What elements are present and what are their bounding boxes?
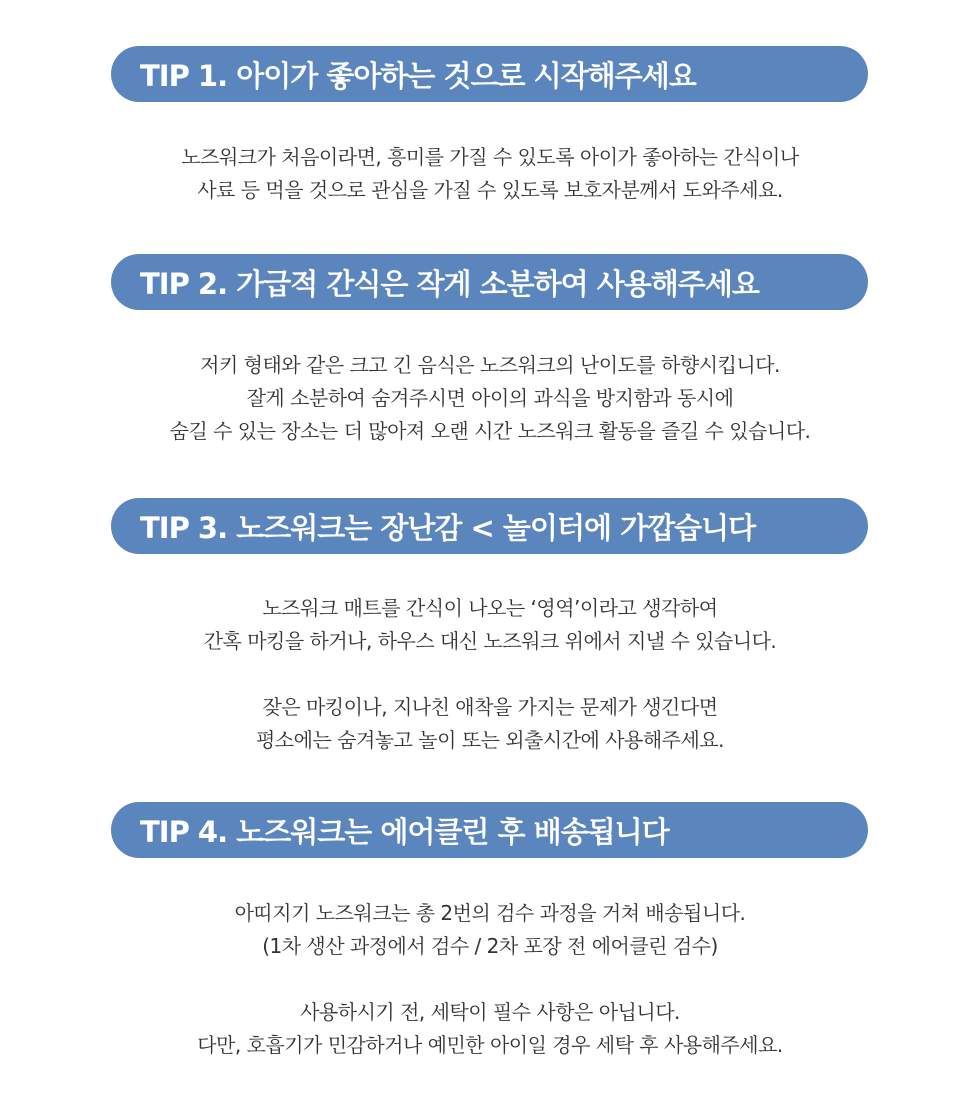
tip-3-line-4: 평소에는 숨겨놓고 놀이 또는 외출시간에 사용해주세요. bbox=[255, 728, 724, 752]
tip-3-title: TIP 3. 노즈워크는 장난감 < 놀이터에 가깝습니다 bbox=[111, 498, 868, 554]
tip-4-line-1: 아띠지기 노즈워크는 총 2번의 검수 과정을 거쳐 배송됩니다. bbox=[234, 901, 746, 925]
tip-1-text bbox=[40, 141, 940, 207]
tip-2-title: TIP 2. 가급적 간식은 작게 소분하여 사용해주세요 bbox=[111, 254, 868, 310]
tip-4-line-2: (1차 생산 과정에서 검수 / 2차 포장 전 에어클린 검수) bbox=[262, 934, 718, 958]
tip-3-line-1: 노즈워크 매트를 간식이 나오는 ‘영역’이라고 생각하여 bbox=[262, 596, 718, 620]
tip-4-title: TIP 4. 노즈워크는 에어클린 후 배송됩니다 bbox=[111, 802, 868, 858]
tip-2-text bbox=[40, 349, 940, 448]
tip-2-line-1: 저키 형태와 같은 크고 긴 음식은 노즈워크의 난이도를 하향시킵니다. bbox=[200, 353, 780, 377]
tip-1-title: TIP 1. 아이가 좋아하는 것으로 시작해주세요 bbox=[111, 46, 868, 102]
tip-4-line-4: 다만, 호흡기가 민감하거나 예민한 아이일 경우 세탁 후 사용해주세요. bbox=[197, 1033, 783, 1057]
tip-4-line-3: 사용하시기 전, 세탁이 필수 사항은 아닙니다. bbox=[300, 1000, 680, 1024]
tip-4-text bbox=[40, 897, 940, 1062]
tip-3-line-3: 잦은 마킹이나, 지나친 애착을 가지는 문제가 생긴다면 bbox=[262, 695, 718, 719]
tip-1-line-1: 노즈워크가 처음이라면, 흥미를 가질 수 있도록 아이가 좋아하는 간식이나 bbox=[181, 145, 799, 169]
tip-3-line-2: 간혹 마킹을 하거나, 하우스 대신 노즈워크 위에서 지낼 수 있습니다. bbox=[203, 629, 777, 653]
tip-2-line-2: 잘게 소분하여 숨겨주시면 아이의 과식을 방지함과 동시에 bbox=[246, 386, 734, 410]
tip-2-line-3: 숨길 수 있는 장소는 더 많아져 오랜 시간 노즈워크 활동을 즐길 수 있습니다. bbox=[169, 419, 811, 443]
tip-3-text bbox=[40, 592, 940, 757]
tip-1-line-2: 사료 등 먹을 것으로 관심을 가질 수 있도록 보호자분께서 도와주세요. bbox=[197, 178, 783, 202]
